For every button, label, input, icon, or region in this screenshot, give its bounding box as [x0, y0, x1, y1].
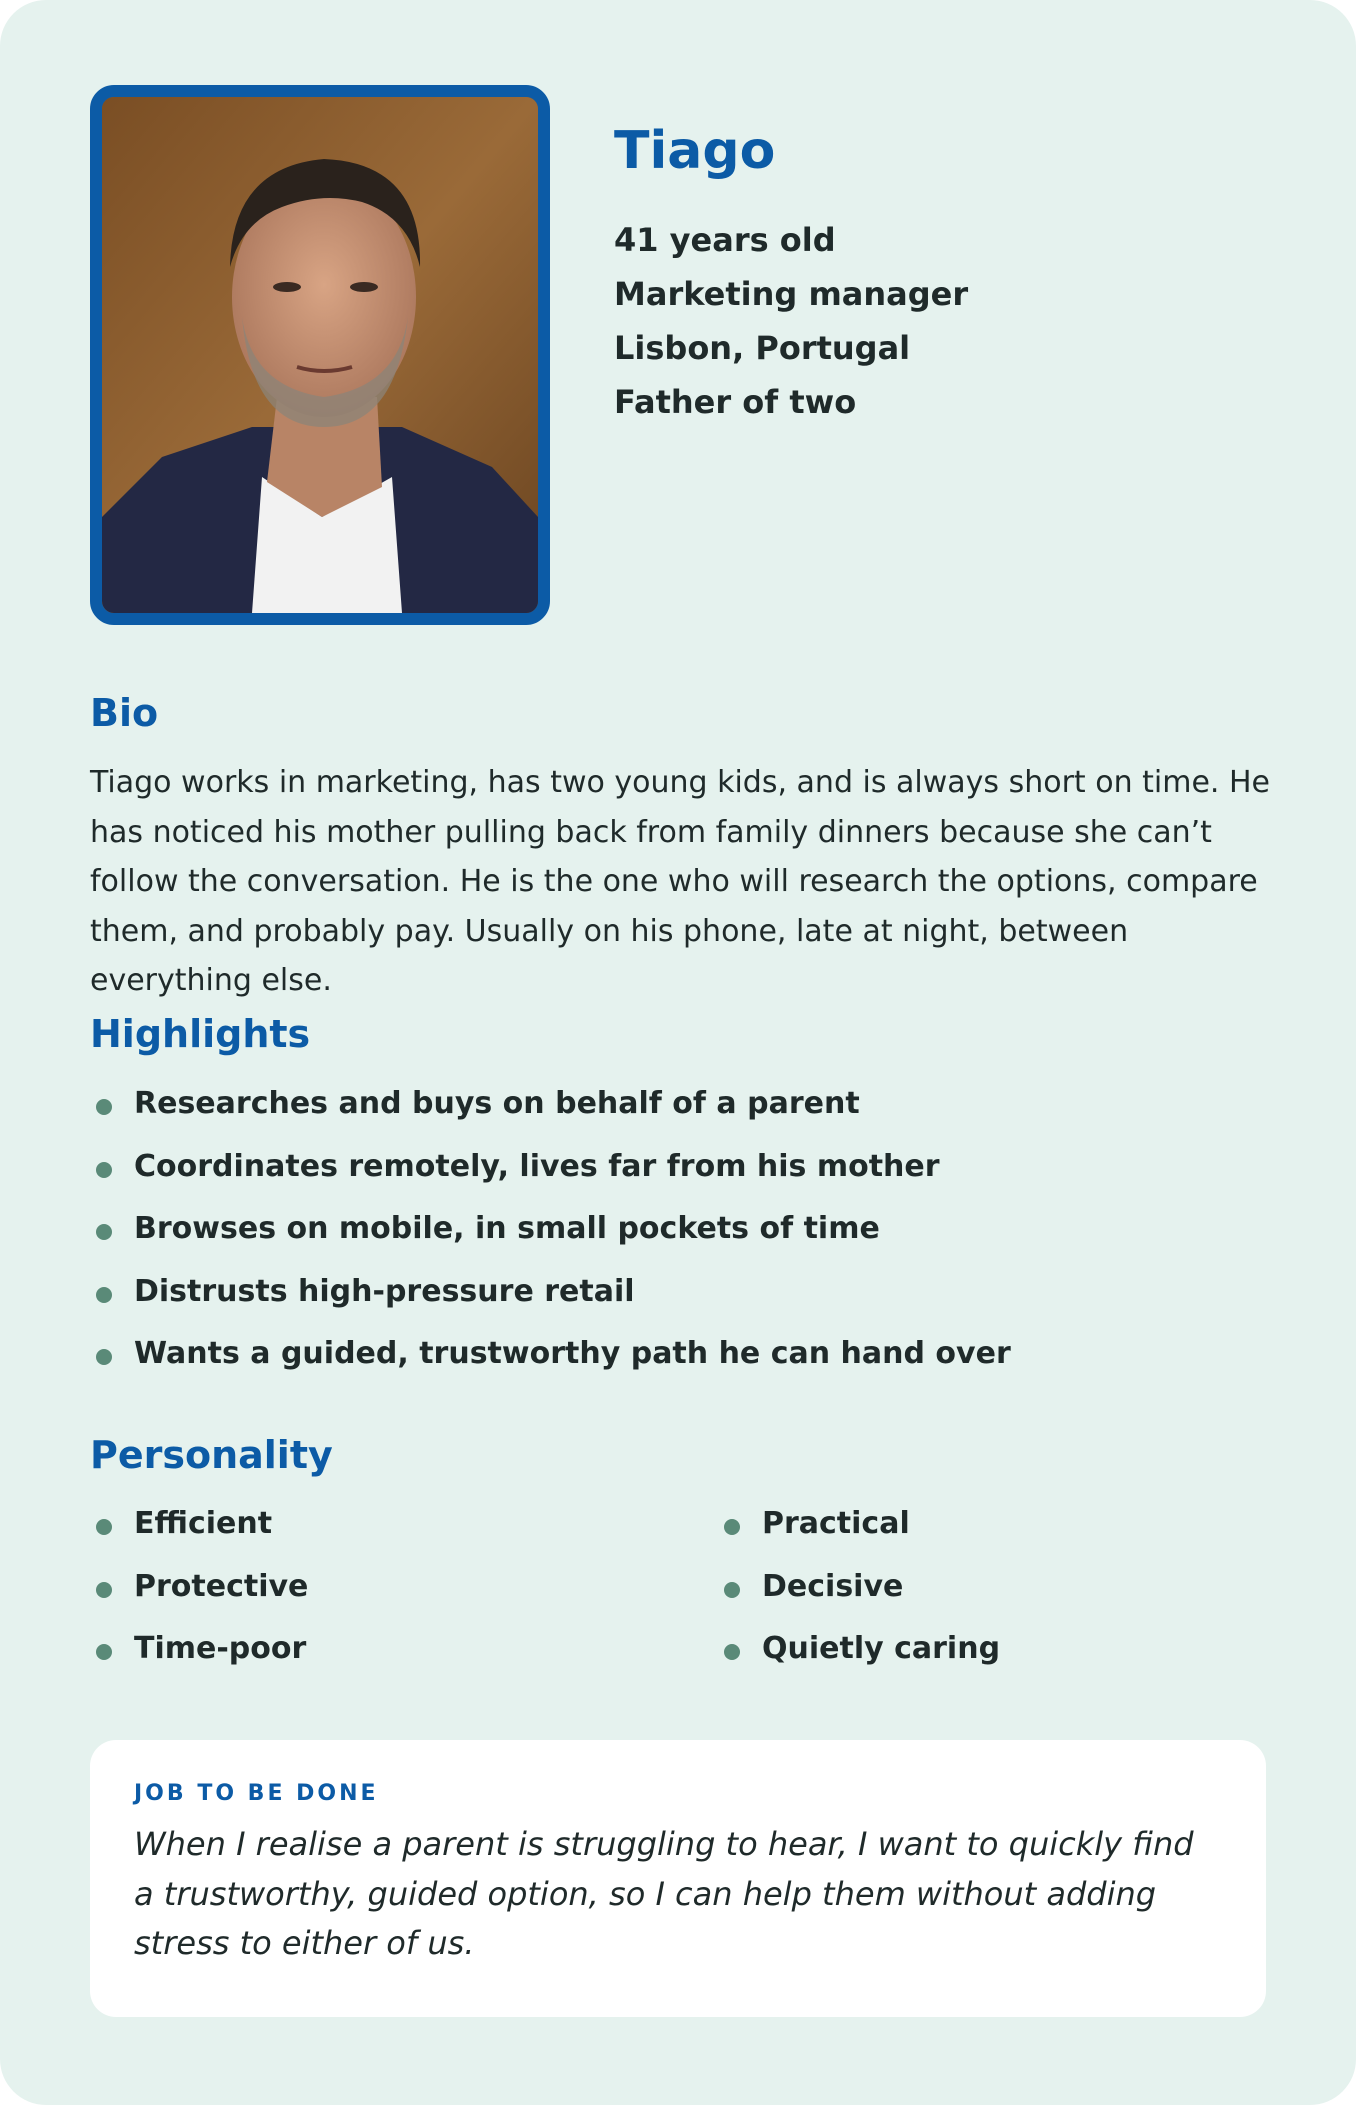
list-item	[718, 1618, 1000, 1681]
fact-occupation: Marketing manager	[614, 275, 969, 313]
list-item	[718, 1556, 1000, 1619]
list-item	[90, 1198, 1011, 1261]
bullet-dot-icon	[96, 1099, 112, 1115]
list-item	[90, 1136, 1011, 1199]
list-item	[90, 1556, 308, 1619]
personality-list-left	[90, 1493, 308, 1681]
persona-name: Tiago	[614, 121, 776, 181]
bio-text: Tiago works in marketing, has two young kids, and is always short on time. He has noticed his mother pulling back from family dinners because she can’t follow the conversation. He is the one who will research the options, compare them, and probably pay. Usually on his phone, late at night, between everything else.	[90, 765, 1270, 998]
highlights-heading: Highlights	[90, 1012, 311, 1056]
bullet-dot-icon	[724, 1582, 740, 1598]
bullet-dot-icon	[96, 1582, 112, 1598]
list-item	[90, 1073, 1011, 1136]
bullet-dot-icon	[96, 1162, 112, 1178]
fact-age: 41 years old	[614, 221, 836, 259]
list-item	[718, 1493, 1000, 1556]
highlight-text: Researches and buys on behalf of a parent	[134, 1086, 860, 1121]
bio-heading: Bio	[90, 691, 159, 735]
list-item	[90, 1493, 308, 1556]
list-item	[90, 1261, 1011, 1324]
highlight-text: Coordinates remotely, lives far from his mother	[134, 1148, 940, 1184]
bullet-dot-icon	[96, 1519, 112, 1535]
jtbd-label: JOB TO BE DONE	[134, 1781, 379, 1806]
bullet-dot-icon	[96, 1224, 112, 1240]
personality-list-right	[718, 1493, 1000, 1681]
trait-text: Quietly caring	[762, 1631, 1001, 1667]
bullet-dot-icon	[96, 1644, 112, 1660]
bullet-dot-icon	[724, 1644, 740, 1660]
personality-heading: Personality	[90, 1433, 333, 1477]
bullet-dot-icon	[96, 1287, 112, 1303]
highlight-text: Browses on mobile, in small pockets of time	[134, 1211, 880, 1247]
portrait-image	[102, 97, 538, 613]
trait-text: Protective	[134, 1568, 309, 1604]
list-item	[90, 1618, 308, 1681]
highlight-text: Distrusts high-pressure retail	[134, 1273, 635, 1309]
job-to-be-done-box	[90, 1740, 1266, 2017]
highlights-list	[90, 1073, 1011, 1386]
bullet-dot-icon	[96, 1349, 112, 1365]
highlight-text: Wants a guided, trustworthy path he can hand over	[134, 1336, 1011, 1372]
trait-text: Decisive	[762, 1568, 904, 1604]
fact-location: Lisbon, Portugal	[614, 329, 911, 367]
list-item	[90, 1323, 1011, 1386]
trait-text: Efficient	[134, 1506, 273, 1541]
fact-family: Father of two	[614, 383, 857, 421]
bullet-dot-icon	[724, 1519, 740, 1535]
trait-text: Time-poor	[134, 1631, 307, 1667]
jtbd-text: When I realise a parent is struggling to hear, I want to quickly find a trustworthy, guided option, so I can help them without adding stress to either of us.	[134, 1825, 1194, 1962]
persona-photo	[90, 85, 550, 625]
persona-facts	[614, 213, 968, 429]
trait-text: Practical	[762, 1506, 910, 1541]
